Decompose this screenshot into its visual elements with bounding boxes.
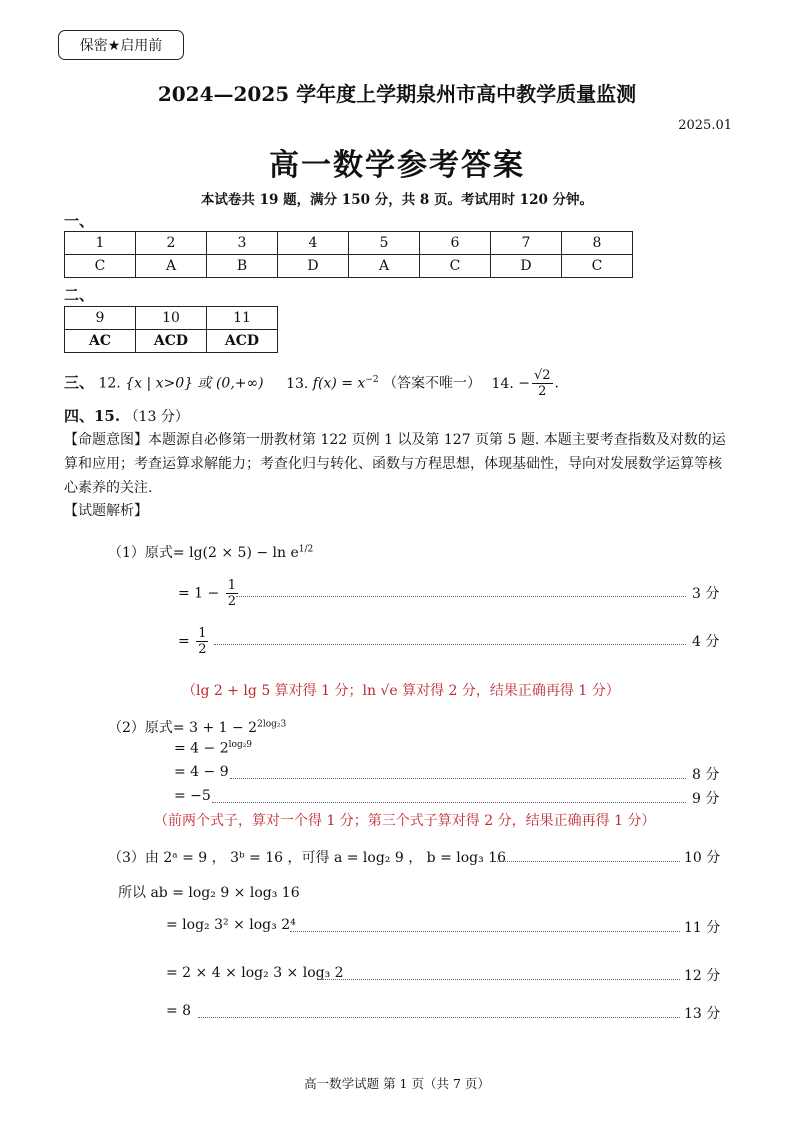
- answer-table-1: [64, 231, 633, 278]
- q14-denominator: 2: [538, 384, 547, 399]
- p3-line-2: = log₂ 3² × log₃ 2⁴: [166, 917, 296, 933]
- q14-fraction: [532, 368, 553, 399]
- table-row-answers: [65, 330, 278, 353]
- p1-fraction-1-den: 2: [227, 594, 237, 609]
- table-cell: 3: [207, 232, 278, 255]
- table-cell: 5: [349, 232, 420, 255]
- p3-line-4: = 8: [166, 1003, 192, 1019]
- p1-grading-note: （lg 2 + lg 5 算对得 1 分；ln √e 算对得 2 分，结果正确再得 1 分）: [182, 683, 620, 699]
- q13-exponent: −2: [365, 374, 379, 385]
- p3-line-0: [108, 847, 506, 867]
- score-label: 4 分: [692, 634, 720, 650]
- table-cell: ACD: [136, 330, 207, 353]
- table-cell: ACD: [207, 330, 278, 353]
- leader-dots: [236, 596, 686, 597]
- p1-expr-1: = 1 −: [178, 585, 220, 602]
- score-label: 9 分: [692, 791, 720, 807]
- p2-expr-0: = 3 + 1 − 2: [172, 720, 258, 736]
- table-cell: 1: [65, 232, 136, 255]
- score-label: 3 分: [692, 586, 720, 602]
- leader-dots: [322, 979, 680, 980]
- section1-label: 一、: [64, 212, 95, 230]
- p2-label: （2）原式: [108, 720, 173, 736]
- table-cell: 9: [65, 307, 136, 330]
- q14-numerator: √2: [533, 368, 551, 383]
- q13-answer: f(x) = x: [312, 375, 366, 392]
- p2-line-2: = 4 − 9: [174, 764, 229, 780]
- table-cell: AC: [65, 330, 136, 353]
- q14-sign: −: [518, 375, 530, 392]
- score-label: 13 分: [684, 1006, 721, 1022]
- section4-label: 四、15.: [64, 407, 121, 425]
- exam-title: 2024—2025 学年度上学期泉州市高中教学质量监测: [157, 82, 637, 106]
- p1-line-0: [108, 542, 313, 562]
- table-cell: D: [278, 255, 349, 278]
- score-label: 10 分: [684, 850, 721, 866]
- q13-note: （答案不唯一）: [383, 375, 482, 392]
- p2-exponent-0: 2log₂3: [257, 719, 287, 730]
- table-cell: 2: [136, 232, 207, 255]
- p2-expr-1: = 4 − 2: [174, 740, 229, 757]
- p1-line-2: [178, 626, 210, 657]
- q15-points: （13 分）: [124, 409, 189, 425]
- table-cell: A: [349, 255, 420, 278]
- p2-line-0: [108, 717, 286, 737]
- score-label: 12 分: [684, 968, 721, 984]
- p1-line-1: [178, 578, 240, 609]
- q12-answer: {x | x>0} 或 (0,+∞): [125, 375, 264, 392]
- score-label: 8 分: [692, 767, 720, 783]
- table-row-numbers: [65, 307, 278, 330]
- table-row-numbers: [65, 232, 633, 255]
- table-cell: 4: [278, 232, 349, 255]
- p1-fraction-2-den: 2: [198, 642, 207, 657]
- leader-dots: [198, 1017, 680, 1018]
- page-footer: 高一数学试题 第 1 页（共 7 页）: [304, 1076, 490, 1091]
- exam-date: 2025.01: [678, 118, 732, 133]
- table-cell: C: [562, 255, 633, 278]
- leader-dots: [214, 644, 686, 645]
- p1-expr-0: = lg(2 × 5) − ln e: [172, 545, 299, 561]
- leader-dots: [290, 931, 680, 932]
- exam-intro: 本试卷共 19 题，满分 150 分，共 8 页。考试用时 120 分钟。: [200, 192, 594, 208]
- leader-dots: [490, 861, 680, 862]
- p1-exponent: 1/2: [298, 544, 314, 555]
- q12-number: 12.: [98, 375, 121, 392]
- section3-line: [64, 368, 559, 399]
- p3-line-3: = 2 × 4 × log₂ 3 × log₃ 2: [166, 965, 344, 981]
- p2-line-3: = −5: [174, 788, 211, 804]
- q15-intent: 【命题意图】本题源自必修第一册教材第 122 页例 1 以及第 127 页第 5 题. 本题主要考查指数及对数的运算和应用；考查运算求解能力；考查化归与转化、函数与方程思想，体现基础性，导向对发展数学运算等核心素养的关注.: [64, 432, 726, 496]
- p1-fraction-1-num: 1: [227, 578, 237, 593]
- p1-label: （1）原式: [108, 545, 173, 561]
- leader-dots: [212, 802, 686, 803]
- p1-fraction-1: [226, 578, 238, 609]
- table-cell: 11: [207, 307, 278, 330]
- section3-label: 三、: [64, 373, 95, 392]
- table-cell: D: [491, 255, 562, 278]
- leader-dots: [230, 778, 686, 779]
- table-row-answers: [65, 255, 633, 278]
- p2-grading-note: （前两个式子，算对一个得 1 分；第三个式子算对得 2 分，结果正确再得 1 分）: [154, 813, 656, 829]
- table-cell: C: [420, 255, 491, 278]
- q15-header: [64, 405, 189, 426]
- p3-line-1: 所以 ab = log₂ 9 × log₃ 16: [118, 885, 300, 901]
- table-cell: C: [65, 255, 136, 278]
- p3-expr-0: （3）由 2ᵃ = 9 ， 3ᵇ = 16 ，可得 a = log₂ 9 ， b = log₃ 16: [108, 850, 507, 866]
- section2-label: 二、: [64, 286, 95, 304]
- q14-end: .: [554, 375, 559, 392]
- table-cell: A: [136, 255, 207, 278]
- p2-exponent-1: log₂9: [228, 740, 253, 750]
- table-cell: B: [207, 255, 278, 278]
- confidential-stamp: 保密★启用前: [58, 30, 184, 60]
- table-cell: 10: [136, 307, 207, 330]
- table-cell: 7: [491, 232, 562, 255]
- p1-fraction-2-num: 1: [198, 626, 207, 641]
- table-cell: 8: [562, 232, 633, 255]
- q14-number: 14.: [491, 375, 514, 392]
- score-label: 11 分: [684, 920, 721, 936]
- p2-line-1: [174, 740, 252, 757]
- p1-expr-2: =: [178, 633, 190, 650]
- p1-fraction-2: [196, 626, 208, 657]
- table-cell: 6: [420, 232, 491, 255]
- page-title: 高一数学参考答案: [269, 148, 525, 183]
- q13-number: 13.: [286, 375, 309, 392]
- q15-analysis-label: 【试题解析】: [64, 503, 148, 519]
- answer-table-2: [64, 306, 278, 353]
